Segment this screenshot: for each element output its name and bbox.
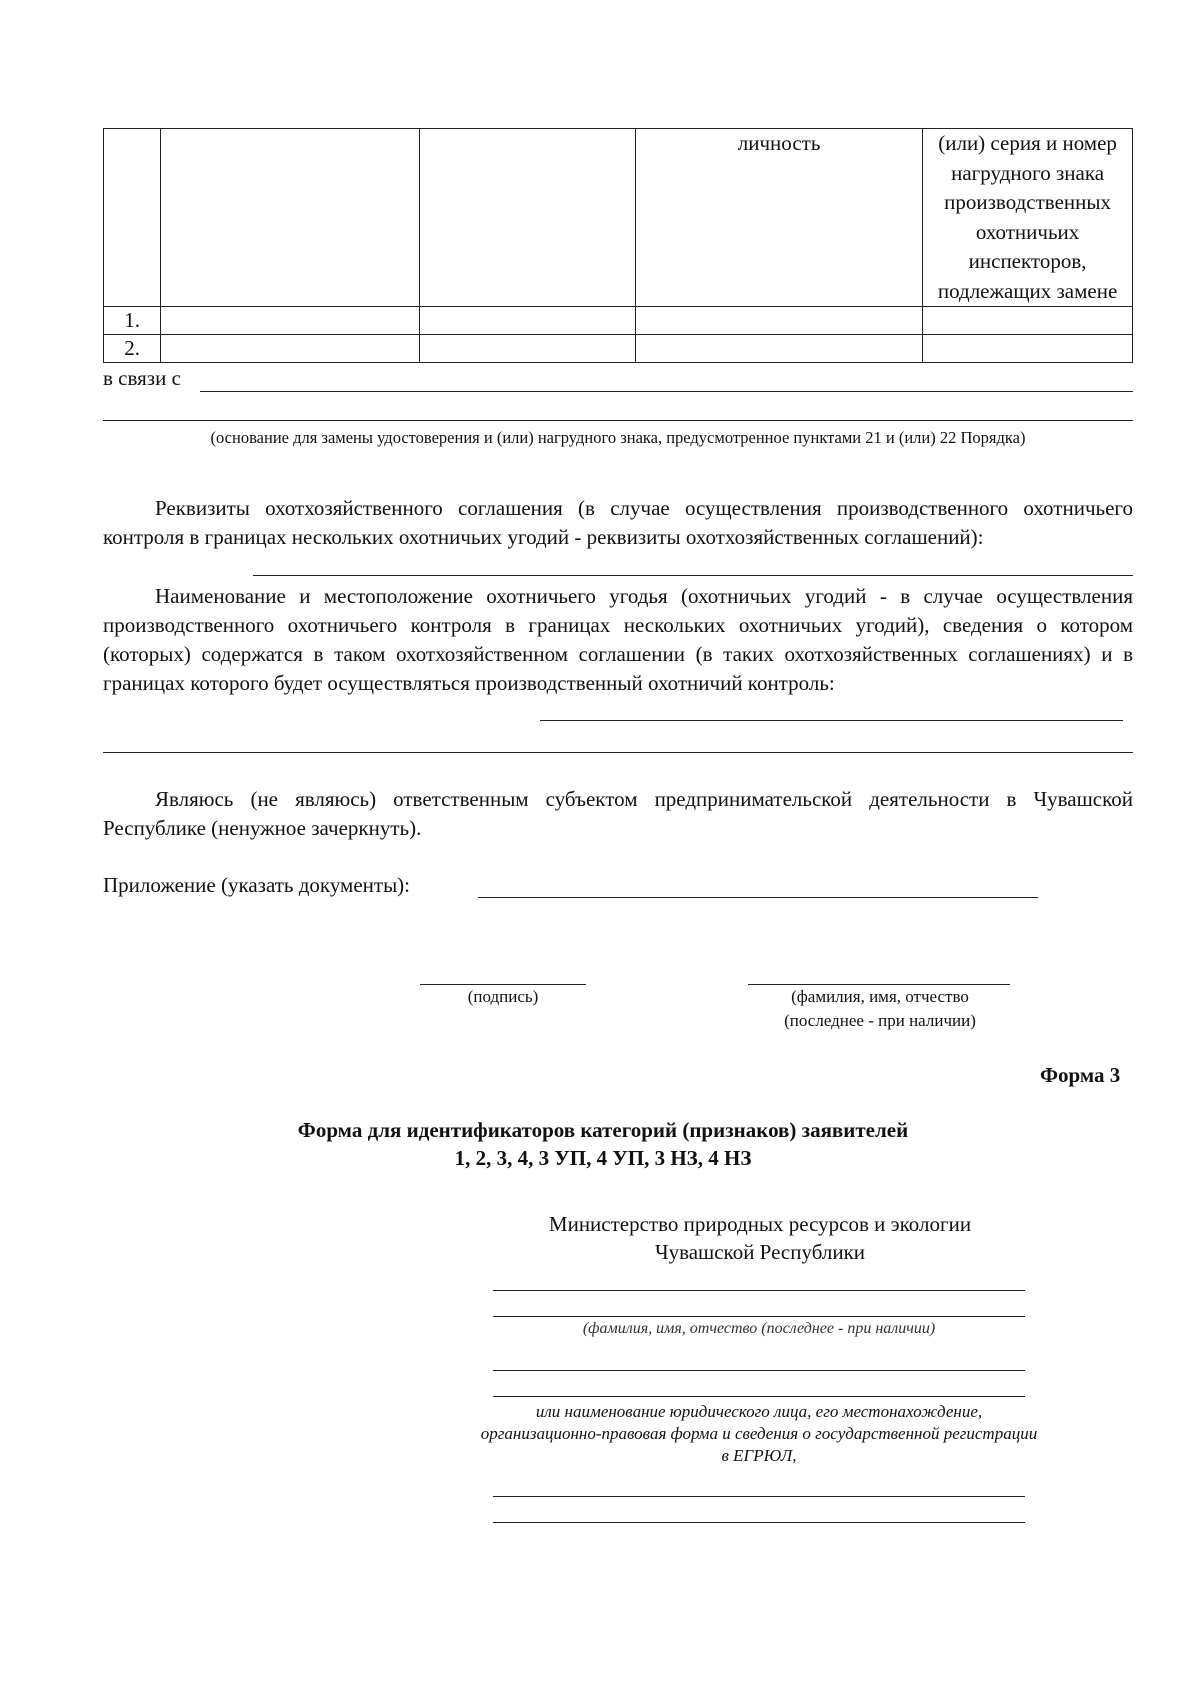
table-cell bbox=[161, 129, 420, 307]
full-name-line[interactable] bbox=[748, 984, 1010, 985]
responsible-paragraph bbox=[103, 785, 1133, 843]
row-number: 2. bbox=[104, 335, 161, 363]
applicants-table bbox=[103, 128, 1133, 363]
table-header-row bbox=[104, 129, 1133, 307]
hunting-ground-paragraph bbox=[103, 582, 1133, 698]
table-cell bbox=[420, 129, 636, 307]
responsible-text: Являюсь (не являюсь) ответственным субъектом предпринимательской деятельности в Чувашской Республике (ненужное зачеркнуть). bbox=[103, 787, 1133, 840]
form3-label: Форма 3 bbox=[1040, 1063, 1121, 1087]
applicant-legal-caption: или наименование юридического лица, его местонахождение, организационно-правовая форма и сведения о государственной регистрации в ЕГРЮЛ, bbox=[480, 1402, 1038, 1465]
form3-title-2: 1, 2, 3, 4, 3 УП, 4 УП, 3 НЗ, 4 НЗ bbox=[454, 1146, 752, 1170]
table-cell bbox=[104, 129, 161, 307]
table-cell[interactable] bbox=[923, 307, 1133, 335]
table-row bbox=[104, 335, 1133, 363]
row-number: 1. bbox=[104, 307, 161, 335]
form3-title-1: Форма для идентификаторов категорий (признаков) заявителей bbox=[297, 1118, 909, 1142]
table-cell[interactable] bbox=[420, 335, 636, 363]
attachment-label: Приложение (указать документы): bbox=[103, 873, 411, 897]
applicant-fill-line-4[interactable] bbox=[493, 1396, 1025, 1397]
table-row bbox=[104, 307, 1133, 335]
applicant-fill-line-5[interactable] bbox=[493, 1496, 1025, 1497]
agreement-paragraph bbox=[103, 494, 1133, 552]
agreement-text: Реквизиты охотхозяйственного соглашения (в случае осуществления производственного охотничьего контроля в границах нескольких охотничьих угодий - реквизиты охотхозяйственных соглашений): bbox=[103, 496, 1133, 549]
addressee-line-1: Министерство природных ресурсов и экологии bbox=[548, 1212, 972, 1236]
applicant-fill-line-6[interactable] bbox=[493, 1522, 1025, 1523]
in-connection-caption: (основание для замены удостоверения и (или) нагрудного знака, предусмотренное пунктами 21 и (или) 22 Порядка) bbox=[210, 428, 1026, 447]
applicant-fill-line-3[interactable] bbox=[493, 1370, 1025, 1371]
signature-line[interactable] bbox=[420, 984, 586, 985]
signature-caption: (подпись) bbox=[467, 987, 539, 1006]
hunting-ground-fill-line-2[interactable] bbox=[103, 752, 1133, 753]
table-cell[interactable] bbox=[161, 307, 420, 335]
applicant-fill-line-2[interactable] bbox=[493, 1316, 1025, 1317]
applicant-fill-line-1[interactable] bbox=[493, 1290, 1025, 1291]
hunting-ground-fill-line[interactable] bbox=[540, 720, 1123, 721]
agreement-fill-line[interactable] bbox=[253, 575, 1133, 576]
in-connection-fill-line-2[interactable] bbox=[103, 420, 1133, 421]
in-connection-label: в связи с bbox=[103, 366, 181, 390]
addressee-line-2: Чувашской Республики bbox=[654, 1240, 866, 1264]
table-cell[interactable] bbox=[636, 335, 923, 363]
table-cell[interactable] bbox=[636, 307, 923, 335]
table-header-col4 bbox=[636, 129, 923, 307]
applicant-fio-caption: (фамилия, имя, отчество (последнее - при наличии) bbox=[582, 1320, 936, 1337]
full-name-caption-1: (фамилия, имя, отчество bbox=[791, 987, 969, 1006]
full-name-caption-2: (последнее - при наличии) bbox=[784, 1011, 976, 1030]
table-header-col5: (или) серия и номер нагрудного знака производственных охотничьих инспекторов, подлежащих замене bbox=[923, 129, 1133, 307]
table-header-col4-text: личность bbox=[737, 131, 821, 155]
table-cell[interactable] bbox=[161, 335, 420, 363]
table-cell[interactable] bbox=[420, 307, 636, 335]
in-connection-fill-line[interactable] bbox=[200, 391, 1133, 392]
attachment-fill-line[interactable] bbox=[478, 897, 1038, 898]
hunting-ground-text: Наименование и местоположение охотничьего угодья (охотничьих угодий - в случае осуществления производственного охотничьего контроля в границах нескольких охотничьих угодий), сведения о котором (которых) содержатся в таком охотхозяйственном соглашении (в таких охотхозяйственных соглашениях) и в границах которого будет осуществляться производственный охотничий контроль: bbox=[103, 584, 1133, 695]
table-cell[interactable] bbox=[923, 335, 1133, 363]
